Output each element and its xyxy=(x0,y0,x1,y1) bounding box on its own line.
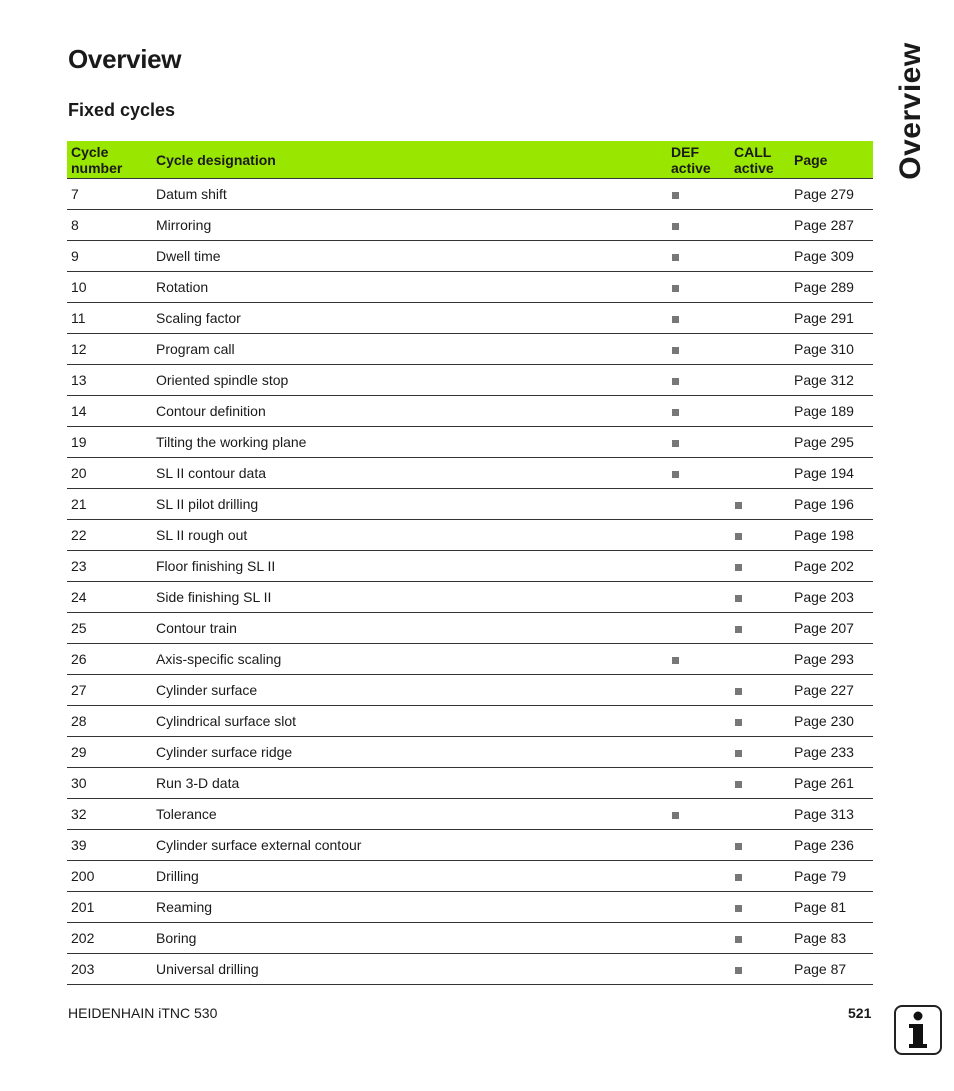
active-marker-icon xyxy=(672,440,679,447)
call-active-cell xyxy=(730,675,790,706)
table-row xyxy=(67,768,873,799)
cycle-number-cell: 28 xyxy=(67,706,152,737)
cycle-number-cell: 24 xyxy=(67,582,152,613)
active-marker-icon xyxy=(735,719,742,726)
cycle-designation-cell: Cylinder surface external contour xyxy=(152,830,667,861)
cycle-designation-cell: Cylindrical surface slot xyxy=(152,706,667,737)
active-marker-icon xyxy=(672,192,679,199)
cycle-number-cell: 200 xyxy=(67,861,152,892)
page-ref-cell: Page 87 xyxy=(790,954,873,985)
def-active-cell xyxy=(667,737,730,768)
page-ref-cell: Page 189 xyxy=(790,396,873,427)
cycle-designation-cell: Side finishing SL II xyxy=(152,582,667,613)
def-active-cell xyxy=(667,768,730,799)
active-marker-icon xyxy=(735,595,742,602)
table-row xyxy=(67,489,873,520)
active-marker-icon xyxy=(735,936,742,943)
fixed-cycles-table xyxy=(67,141,873,985)
cycle-number-cell: 14 xyxy=(67,396,152,427)
table-row xyxy=(67,272,873,303)
cycle-designation-cell: Mirroring xyxy=(152,210,667,241)
table-row xyxy=(67,582,873,613)
table-row xyxy=(67,241,873,272)
active-marker-icon xyxy=(735,564,742,571)
cycle-designation-cell: SL II rough out xyxy=(152,520,667,551)
cycle-designation-cell: SL II contour data xyxy=(152,458,667,489)
active-marker-icon xyxy=(735,502,742,509)
def-active-cell xyxy=(667,644,730,675)
call-active-cell xyxy=(730,458,790,489)
cycle-number-cell: 26 xyxy=(67,644,152,675)
cycle-designation-cell: Cylinder surface ridge xyxy=(152,737,667,768)
call-active-cell xyxy=(730,799,790,830)
active-marker-icon xyxy=(672,378,679,385)
page-ref-cell: Page 279 xyxy=(790,179,873,210)
active-marker-icon xyxy=(735,750,742,757)
side-tab-label: Overview xyxy=(894,42,927,180)
cycle-number-cell: 9 xyxy=(67,241,152,272)
def-active-cell xyxy=(667,396,730,427)
def-active-cell xyxy=(667,210,730,241)
call-active-cell xyxy=(730,706,790,737)
header-page: Page xyxy=(790,141,873,179)
cycle-designation-cell: Axis-specific scaling xyxy=(152,644,667,675)
table-row xyxy=(67,179,873,210)
cycle-designation-cell: SL II pilot drilling xyxy=(152,489,667,520)
page-ref-cell: Page 198 xyxy=(790,520,873,551)
cycle-designation-cell: Reaming xyxy=(152,892,667,923)
page-ref-cell: Page 81 xyxy=(790,892,873,923)
call-active-cell xyxy=(730,861,790,892)
page-ref-cell: Page 202 xyxy=(790,551,873,582)
table-row xyxy=(67,954,873,985)
def-active-cell xyxy=(667,954,730,985)
page-ref-cell: Page 83 xyxy=(790,923,873,954)
header-def-active: DEF active xyxy=(667,141,730,179)
page-title: Overview xyxy=(68,44,182,74)
def-active-cell xyxy=(667,799,730,830)
cycle-designation-cell: Program call xyxy=(152,334,667,365)
page-ref-cell: Page 261 xyxy=(790,768,873,799)
call-active-cell xyxy=(730,582,790,613)
header-cycle-designation: Cycle designation xyxy=(152,141,667,179)
active-marker-icon xyxy=(672,223,679,230)
page-ref-cell: Page 309 xyxy=(790,241,873,272)
def-active-cell xyxy=(667,830,730,861)
cycle-number-cell: 29 xyxy=(67,737,152,768)
page-ref-cell: Page 233 xyxy=(790,737,873,768)
active-marker-icon xyxy=(672,409,679,416)
cycle-number-cell: 201 xyxy=(67,892,152,923)
table-row xyxy=(67,613,873,644)
page-ref-cell: Page 295 xyxy=(790,427,873,458)
page-ref-cell: Page 312 xyxy=(790,365,873,396)
page-ref-cell: Page 79 xyxy=(790,861,873,892)
active-marker-icon xyxy=(672,285,679,292)
call-active-cell xyxy=(730,520,790,551)
table-row xyxy=(67,551,873,582)
active-marker-icon xyxy=(672,347,679,354)
cycle-designation-cell: Datum shift xyxy=(152,179,667,210)
def-active-cell xyxy=(667,489,730,520)
def-active-cell xyxy=(667,613,730,644)
table-row xyxy=(67,892,873,923)
active-marker-icon xyxy=(672,657,679,664)
section-title: Fixed cycles xyxy=(68,100,176,120)
def-active-cell xyxy=(667,706,730,737)
table-row xyxy=(67,365,873,396)
active-marker-icon xyxy=(735,905,742,912)
cycle-number-cell: 10 xyxy=(67,272,152,303)
call-active-cell xyxy=(730,272,790,303)
cycle-number-cell: 11 xyxy=(67,303,152,334)
call-active-cell xyxy=(730,489,790,520)
table-row xyxy=(67,799,873,830)
cycle-designation-cell: Run 3-D data xyxy=(152,768,667,799)
table-header-row xyxy=(67,141,873,179)
call-active-cell xyxy=(730,923,790,954)
call-active-cell xyxy=(730,210,790,241)
cycle-number-cell: 203 xyxy=(67,954,152,985)
table-row xyxy=(67,458,873,489)
page-ref-cell: Page 310 xyxy=(790,334,873,365)
cycle-designation-cell: Floor finishing SL II xyxy=(152,551,667,582)
page-ref-cell: Page 194 xyxy=(790,458,873,489)
call-active-cell xyxy=(730,241,790,272)
call-active-cell xyxy=(730,892,790,923)
cycle-designation-cell: Dwell time xyxy=(152,241,667,272)
table-body xyxy=(67,179,873,985)
def-active-cell xyxy=(667,303,730,334)
call-active-cell xyxy=(730,768,790,799)
header-call-active: CALL active xyxy=(730,141,790,179)
cycle-designation-cell: Drilling xyxy=(152,861,667,892)
def-active-cell xyxy=(667,520,730,551)
active-marker-icon xyxy=(735,874,742,881)
active-marker-icon xyxy=(735,843,742,850)
cycle-designation-cell: Scaling factor xyxy=(152,303,667,334)
call-active-cell xyxy=(730,396,790,427)
table-row xyxy=(67,334,873,365)
def-active-cell xyxy=(667,892,730,923)
info-glyph-icon xyxy=(896,1007,940,1053)
cycle-number-cell: 8 xyxy=(67,210,152,241)
active-marker-icon xyxy=(735,533,742,540)
cycle-number-cell: 12 xyxy=(67,334,152,365)
call-active-cell xyxy=(730,551,790,582)
page-ref-cell: Page 287 xyxy=(790,210,873,241)
cycle-number-cell: 22 xyxy=(67,520,152,551)
cycle-number-cell: 21 xyxy=(67,489,152,520)
table-row xyxy=(67,675,873,706)
cycle-designation-cell: Tilting the working plane xyxy=(152,427,667,458)
def-active-cell xyxy=(667,861,730,892)
cycle-number-cell: 7 xyxy=(67,179,152,210)
def-active-cell xyxy=(667,582,730,613)
cycle-number-cell: 23 xyxy=(67,551,152,582)
cycle-number-cell: 27 xyxy=(67,675,152,706)
active-marker-icon xyxy=(735,688,742,695)
cycle-number-cell: 30 xyxy=(67,768,152,799)
cycle-number-cell: 20 xyxy=(67,458,152,489)
def-active-cell xyxy=(667,365,730,396)
def-active-cell xyxy=(667,923,730,954)
table-row xyxy=(67,520,873,551)
active-marker-icon xyxy=(735,626,742,633)
call-active-cell xyxy=(730,737,790,768)
info-icon xyxy=(894,1005,942,1055)
table-row xyxy=(67,830,873,861)
page-ref-cell: Page 203 xyxy=(790,582,873,613)
cycle-number-cell: 13 xyxy=(67,365,152,396)
active-marker-icon xyxy=(672,812,679,819)
call-active-cell xyxy=(730,334,790,365)
cycle-number-cell: 202 xyxy=(67,923,152,954)
table-row xyxy=(67,210,873,241)
def-active-cell xyxy=(667,675,730,706)
def-active-cell xyxy=(667,241,730,272)
page-ref-cell: Page 313 xyxy=(790,799,873,830)
call-active-cell xyxy=(730,179,790,210)
call-active-cell xyxy=(730,830,790,861)
table-row xyxy=(67,737,873,768)
def-active-cell xyxy=(667,458,730,489)
active-marker-icon xyxy=(735,781,742,788)
cycle-designation-cell: Universal drilling xyxy=(152,954,667,985)
active-marker-icon xyxy=(672,254,679,261)
call-active-cell xyxy=(730,644,790,675)
cycle-number-cell: 25 xyxy=(67,613,152,644)
table-row xyxy=(67,923,873,954)
page-ref-cell: Page 207 xyxy=(790,613,873,644)
cycle-designation-cell: Boring xyxy=(152,923,667,954)
table-row xyxy=(67,706,873,737)
def-active-cell xyxy=(667,272,730,303)
cycle-designation-cell: Oriented spindle stop xyxy=(152,365,667,396)
cycle-number-cell: 32 xyxy=(67,799,152,830)
cycle-designation-cell: Contour definition xyxy=(152,396,667,427)
cycle-number-cell: 19 xyxy=(67,427,152,458)
call-active-cell xyxy=(730,427,790,458)
table-row xyxy=(67,303,873,334)
table-row xyxy=(67,644,873,675)
cycle-designation-cell: Cylinder surface xyxy=(152,675,667,706)
table-row xyxy=(67,427,873,458)
active-marker-icon xyxy=(672,316,679,323)
call-active-cell xyxy=(730,613,790,644)
page-ref-cell: Page 196 xyxy=(790,489,873,520)
page-ref-cell: Page 230 xyxy=(790,706,873,737)
page-ref-cell: Page 289 xyxy=(790,272,873,303)
def-active-cell xyxy=(667,551,730,582)
cycle-designation-cell: Rotation xyxy=(152,272,667,303)
cycle-designation-cell: Tolerance xyxy=(152,799,667,830)
page-ref-cell: Page 293 xyxy=(790,644,873,675)
page-ref-cell: Page 236 xyxy=(790,830,873,861)
call-active-cell xyxy=(730,954,790,985)
page-ref-cell: Page 291 xyxy=(790,303,873,334)
footer-product: HEIDENHAIN iTNC 530 xyxy=(68,1005,218,1021)
cycle-number-cell: 39 xyxy=(67,830,152,861)
active-marker-icon xyxy=(672,471,679,478)
active-marker-icon xyxy=(735,967,742,974)
def-active-cell xyxy=(667,334,730,365)
def-active-cell xyxy=(667,427,730,458)
table-row xyxy=(67,861,873,892)
header-cycle-number: Cycle number xyxy=(67,141,152,179)
page-ref-cell: Page 227 xyxy=(790,675,873,706)
def-active-cell xyxy=(667,179,730,210)
call-active-cell xyxy=(730,303,790,334)
call-active-cell xyxy=(730,365,790,396)
page-number: 521 xyxy=(848,1005,872,1021)
table-row xyxy=(67,396,873,427)
cycle-designation-cell: Contour train xyxy=(152,613,667,644)
